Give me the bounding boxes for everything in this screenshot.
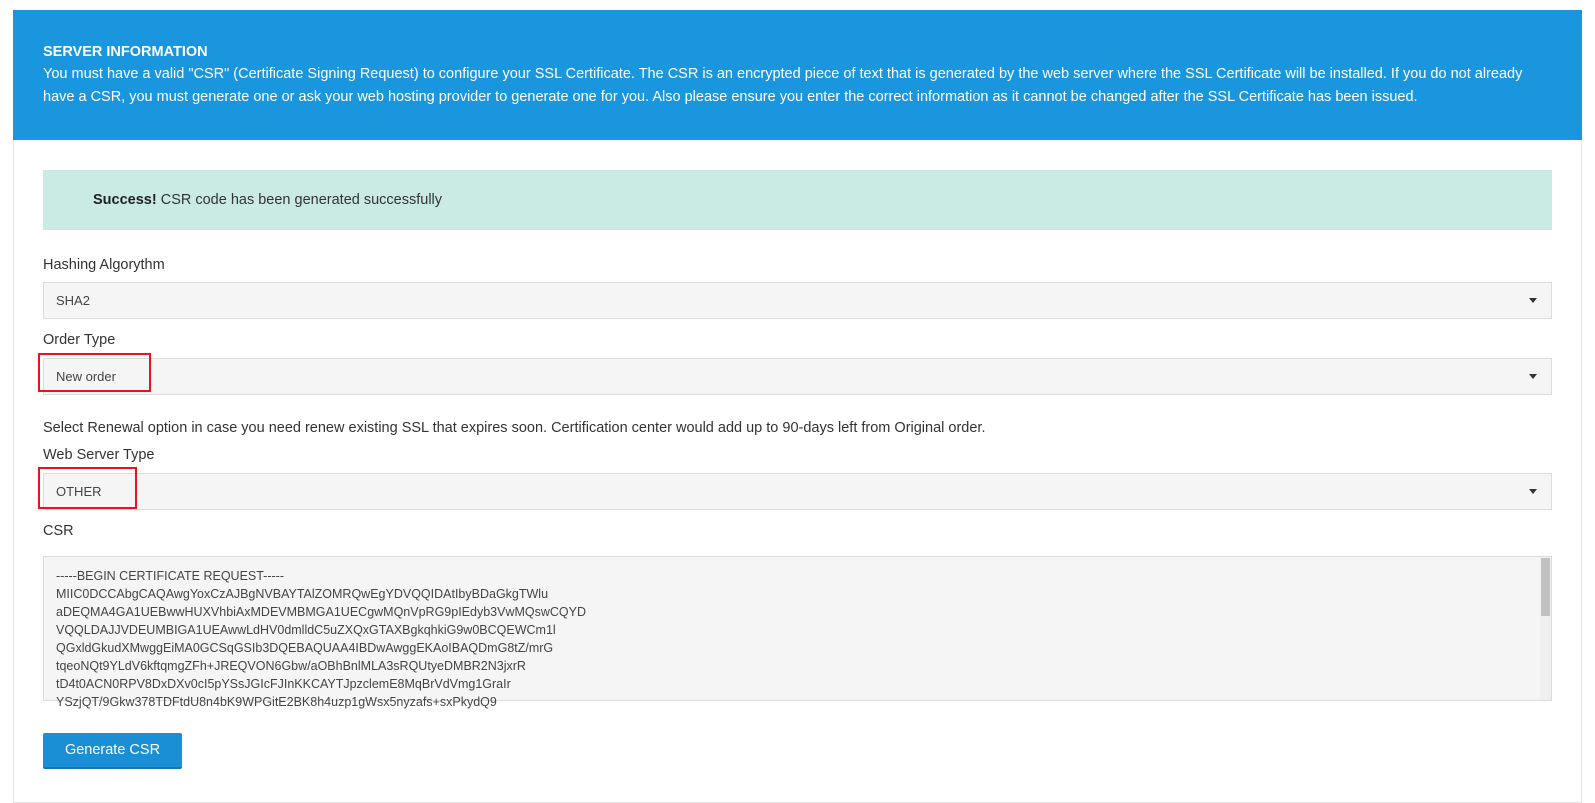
csr-line: tD4t0ACN0RPV8DxDXv0cI5pYSsJGIcFJInKKCAYTJpzclemE8MqBrVdVmg1GraIr <box>56 677 511 691</box>
success-alert <box>43 170 1552 230</box>
order-type-highlight-box <box>38 353 151 392</box>
web-server-select-value: OTHER <box>56 484 102 499</box>
csr-line: QGxldGkudXMwggEiMA0GCSqGSIb3DQEBAQUAA4IBDwAwggEKAoIBAQDmG8tZ/mrG <box>56 641 554 655</box>
chevron-down-icon <box>1529 489 1537 494</box>
banner-text: You must have a valid "CSR" (Certificate Signing Request) to configure your SSL Certificate. The CSR is an encrypted piece of text that is generated by the web server where the SSL Certificate will be installed. If you do not already have a CSR, you must generate one or ask your web hosting provider to generate one for you. Also please ensure you enter the correct information as it cannot be changed after the SSL Certificate has been issued. <box>43 66 1523 105</box>
csr-textarea[interactable] <box>43 556 1552 709</box>
csr-line: tqeoNQt9YLdV6kftqmgZFh+JREQVON6Gbw/aOBhBnlMLA3sRQUtyeDMBR2N3jxrR <box>56 659 526 673</box>
order-type-label: Order Type <box>43 332 116 348</box>
csr-scrollbar[interactable] <box>1540 557 1551 700</box>
csr-line: -----BEGIN CERTIFICATE REQUEST----- <box>56 569 284 583</box>
order-type-select-value: New order <box>56 369 116 384</box>
web-server-label: Web Server Type <box>43 447 155 463</box>
order-type-select[interactable] <box>43 358 1552 395</box>
alert-message: CSR code has been generated successfully <box>156 192 443 208</box>
chevron-down-icon <box>1529 374 1537 379</box>
order-type-help-text: Select Renewal option in case you need renew existing SSL that expires soon. Certification center would add up to 90-days left from Original order. <box>43 420 986 436</box>
csr-line: YSzjQT/9Gkw378TDFtdU8n4bK9WPGitE2BK8h4uzp1gWsx5nyzafs+sxPkydQ9 <box>56 695 497 709</box>
csr-line: aDEQMA4GA1UEBwwHUXVhbiAxMDEVMBMGA1UECgwMQnVpRG9pIEdyb3VwMQswCQYD <box>56 605 587 619</box>
csr-scrollbar-thumb[interactable] <box>1541 558 1550 616</box>
chevron-down-icon <box>1529 298 1537 303</box>
alert-strong: Success! <box>93 192 157 208</box>
csr-line: MIIC0DCCAbgCAQAwgYoxCzAJBgNVBAYTAlZOMRQwEgYDVQQIDAtIbyBDaGkgTWlu <box>56 587 549 601</box>
hashing-select-value: SHA2 <box>56 293 90 308</box>
hashing-label: Hashing Algorythm <box>43 257 165 273</box>
hashing-select[interactable] <box>43 282 1552 319</box>
banner-title: SERVER INFORMATION <box>43 44 208 60</box>
csr-line: VQQLDAJJVDEUMBIGA1UEAwwLdHV0dmlldC5uZXQxGTAXBgkqhkiG9w0BCQEWCm1l <box>56 623 556 637</box>
csr-label: CSR <box>43 523 74 539</box>
server-info-banner <box>13 10 1582 140</box>
web-server-highlight-box <box>38 467 137 509</box>
generate-csr-button[interactable]: Generate CSR <box>43 733 182 769</box>
web-server-select[interactable] <box>43 473 1552 510</box>
